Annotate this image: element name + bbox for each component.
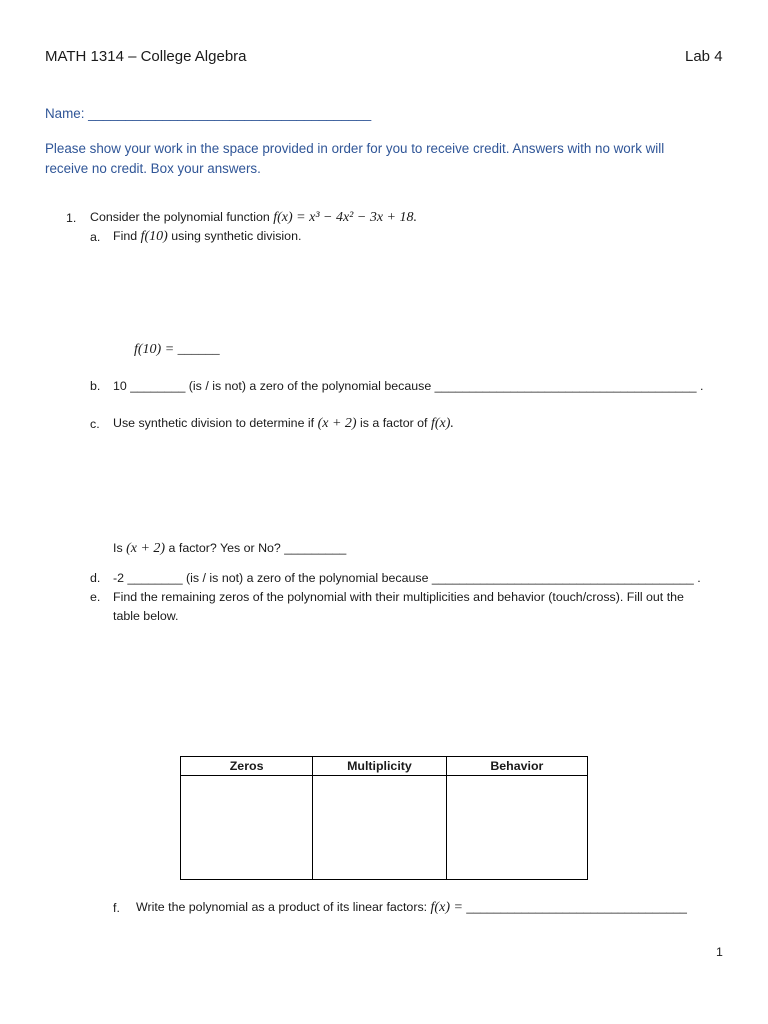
part-e-line-1: Find the remaining zeros of the polynomial with their multiplicities and behavior (touch/cross). Fill out the: [113, 590, 684, 604]
multiplicity-cell[interactable]: [313, 776, 446, 880]
part-e-marker: e.: [90, 590, 101, 604]
part-d-marker: d.: [90, 571, 101, 585]
multiplicity-header: Multiplicity: [313, 757, 446, 776]
zeros-table: [180, 756, 588, 880]
name-line: Name: ______________________________________: [45, 106, 372, 121]
polynomial-function: f(x) = x³ − 4x² − 3x + 18.: [273, 210, 417, 225]
page-number: 1: [716, 945, 723, 959]
part-b-text: 10 ________ (is / is not) a zero of the polynomial because ______________________________________ .: [113, 379, 704, 393]
part-a-text: Find f(10) using synthetic division.: [113, 229, 302, 244]
instructions-line-1: Please show your work in the space provided in order for you to receive credit. Answers with no work will: [45, 141, 665, 156]
part-b-marker: b.: [90, 379, 101, 393]
part-d-text: -2 ________ (is / is not) a zero of the polynomial because ______________________________________ .: [113, 571, 701, 585]
part-e-line-2: table below.: [113, 609, 179, 623]
part-a-marker: a.: [90, 230, 101, 244]
question-1-number: 1.: [66, 211, 77, 225]
part-c-answer: Is (x + 2) a factor? Yes or No? _________: [113, 541, 347, 556]
lab-label: Lab 4: [685, 48, 723, 65]
instructions-line-2: receive no credit. Box your answers.: [45, 161, 261, 176]
part-c-text: Use synthetic division to determine if (x + 2) is a factor of f(x).: [113, 416, 454, 431]
part-a-answer: f(10) = ______: [134, 342, 220, 357]
behavior-cell[interactable]: [446, 776, 587, 880]
zeros-header: Zeros: [181, 757, 313, 776]
part-c-marker: c.: [90, 417, 100, 431]
question-1-prompt: Consider the polynomial function f(x) = x³ − 4x² − 3x + 18.: [90, 210, 417, 225]
part-f-marker: f.: [113, 901, 120, 915]
behavior-header: Behavior: [446, 757, 587, 776]
course-title: MATH 1314 – College Algebra: [45, 48, 247, 65]
part-f-text: Write the polynomial as a product of its linear factors: f(x) = ________________________________: [136, 900, 687, 915]
zeros-cell[interactable]: [181, 776, 313, 880]
